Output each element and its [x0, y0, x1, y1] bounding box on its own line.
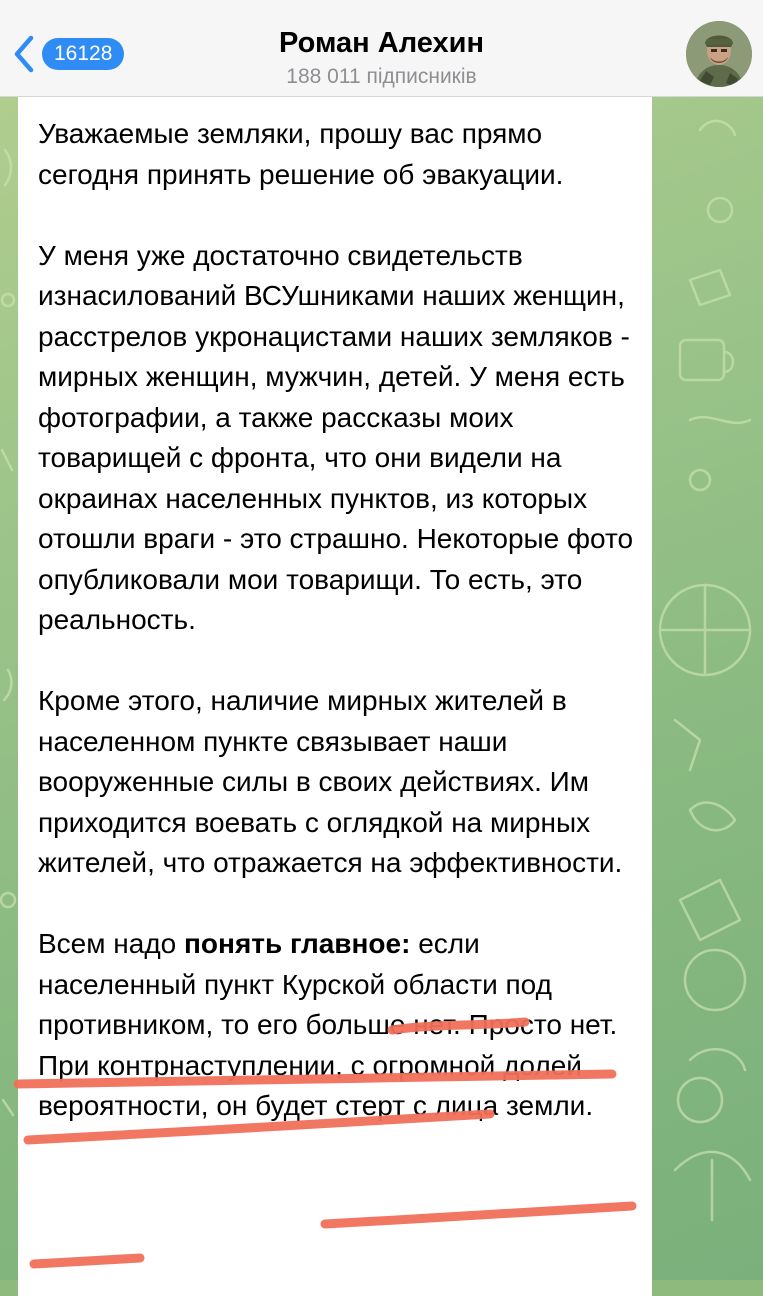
- back-button[interactable]: [12, 34, 124, 74]
- chevron-left-icon: [12, 34, 36, 74]
- message-paragraph-2: У меня уже достаточно свидетельств изнасилований ВСУшниками наших женщин, расстрелов укронацистами наших земляков - мирных женщин, мужчин, детей. У меня есть фотографии, а также рассказы моих товарищей с фронта, что они видели на окраинах населенных пунктов, из которых отошли враги - это страшно. Некоторые фото опубликовали мои товарищи. То есть, это реальность.: [38, 239, 634, 635]
- message-bubble[interactable]: [18, 96, 652, 1296]
- channel-avatar[interactable]: [686, 21, 752, 87]
- bold-emphasis: понять главное:: [184, 928, 411, 959]
- message-text: [38, 114, 638, 1127]
- avatar-icon: [686, 21, 752, 87]
- message-paragraph-4: [38, 924, 638, 1127]
- chat-header: [0, 0, 763, 97]
- subscriber-count: 188 011 підписників: [286, 65, 477, 88]
- message-paragraph-3: Кроме этого, наличие мирных жителей в населенном пункте связывает наши вооруженные силы в своих действиях. Им приходится воевать с оглядкой на мирных жителей, что отражается на эффективности.: [38, 685, 623, 878]
- message-paragraph-1: Уважаемые земляки, прошу вас прямо сегодня принять решение об эвакуации.: [38, 118, 564, 190]
- paragraph-4-start: Всем надо: [38, 928, 185, 959]
- unread-count-badge: 16128: [42, 38, 124, 70]
- paragraph-4-rest: если населенный пункт Курской области под противником, то его больше нет. Просто нет. При контрнаступлении, с огромной долей вероятности, он будет стерт с лица земли.: [38, 928, 618, 1121]
- channel-title: Роман Алехин: [279, 27, 484, 59]
- channel-info[interactable]: [180, 26, 583, 90]
